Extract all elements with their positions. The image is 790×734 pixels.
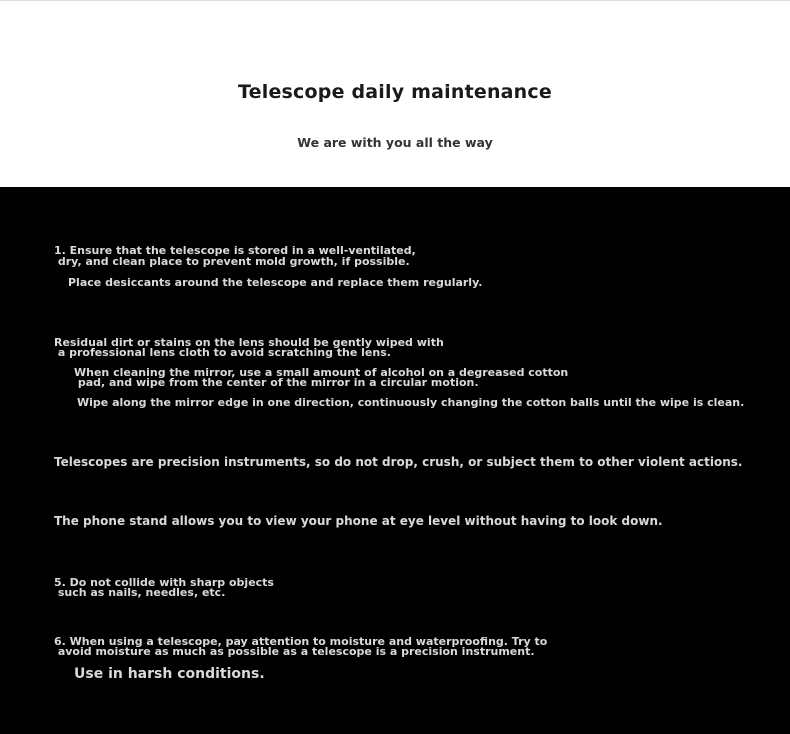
sharp-objects-tip-line-1: 5. Do not collide with sharp objects — [54, 576, 274, 589]
mirror-tip-line-1: When cleaning the mirror, use a small amount of alcohol on a degreased cotton — [74, 366, 569, 379]
sharp-objects-tip-line-2: such as nails, needles, etc. — [54, 586, 226, 599]
moisture-tip-line-2: avoid moisture as much as possible as a telescope is a precision instrument. — [54, 645, 535, 658]
storage-tip-line-1: 1. Ensure that the telescope is stored in a well-ventilated, — [54, 244, 416, 257]
mirror-tip-line-2: pad, and wipe from the center of the mirror in a circular motion. — [74, 376, 479, 389]
maintenance-content — [0, 187, 790, 734]
page-title: Telescope daily maintenance — [238, 81, 552, 103]
storage-tip-line-2: dry, and clean place to prevent mold growth, if possible. — [54, 255, 410, 268]
header-section — [0, 0, 790, 187]
moisture-tip-line-1: 6. When using a telescope, pay attention to moisture and waterproofing. Try to — [54, 635, 548, 648]
precision-warning: Telescopes are precision instruments, so do not drop, crush, or subject them to other violent actions. — [54, 455, 743, 469]
page-subtitle: We are with you all the way — [297, 135, 493, 150]
mirror-edge-tip: Wipe along the mirror edge in one direction, continuously changing the cotton balls until the wipe is clean. — [77, 396, 745, 409]
lens-tip-line-1: Residual dirt or stains on the lens should be gently wiped with — [54, 336, 444, 349]
desiccant-tip: Place desiccants around the telescope and replace them regularly. — [68, 276, 483, 289]
harsh-conditions-note: Use in harsh conditions. — [74, 666, 265, 682]
phone-stand-note: The phone stand allows you to view your phone at eye level without having to look down. — [54, 514, 663, 528]
lens-tip-line-2: a professional lens cloth to avoid scratching the lens. — [54, 346, 391, 359]
